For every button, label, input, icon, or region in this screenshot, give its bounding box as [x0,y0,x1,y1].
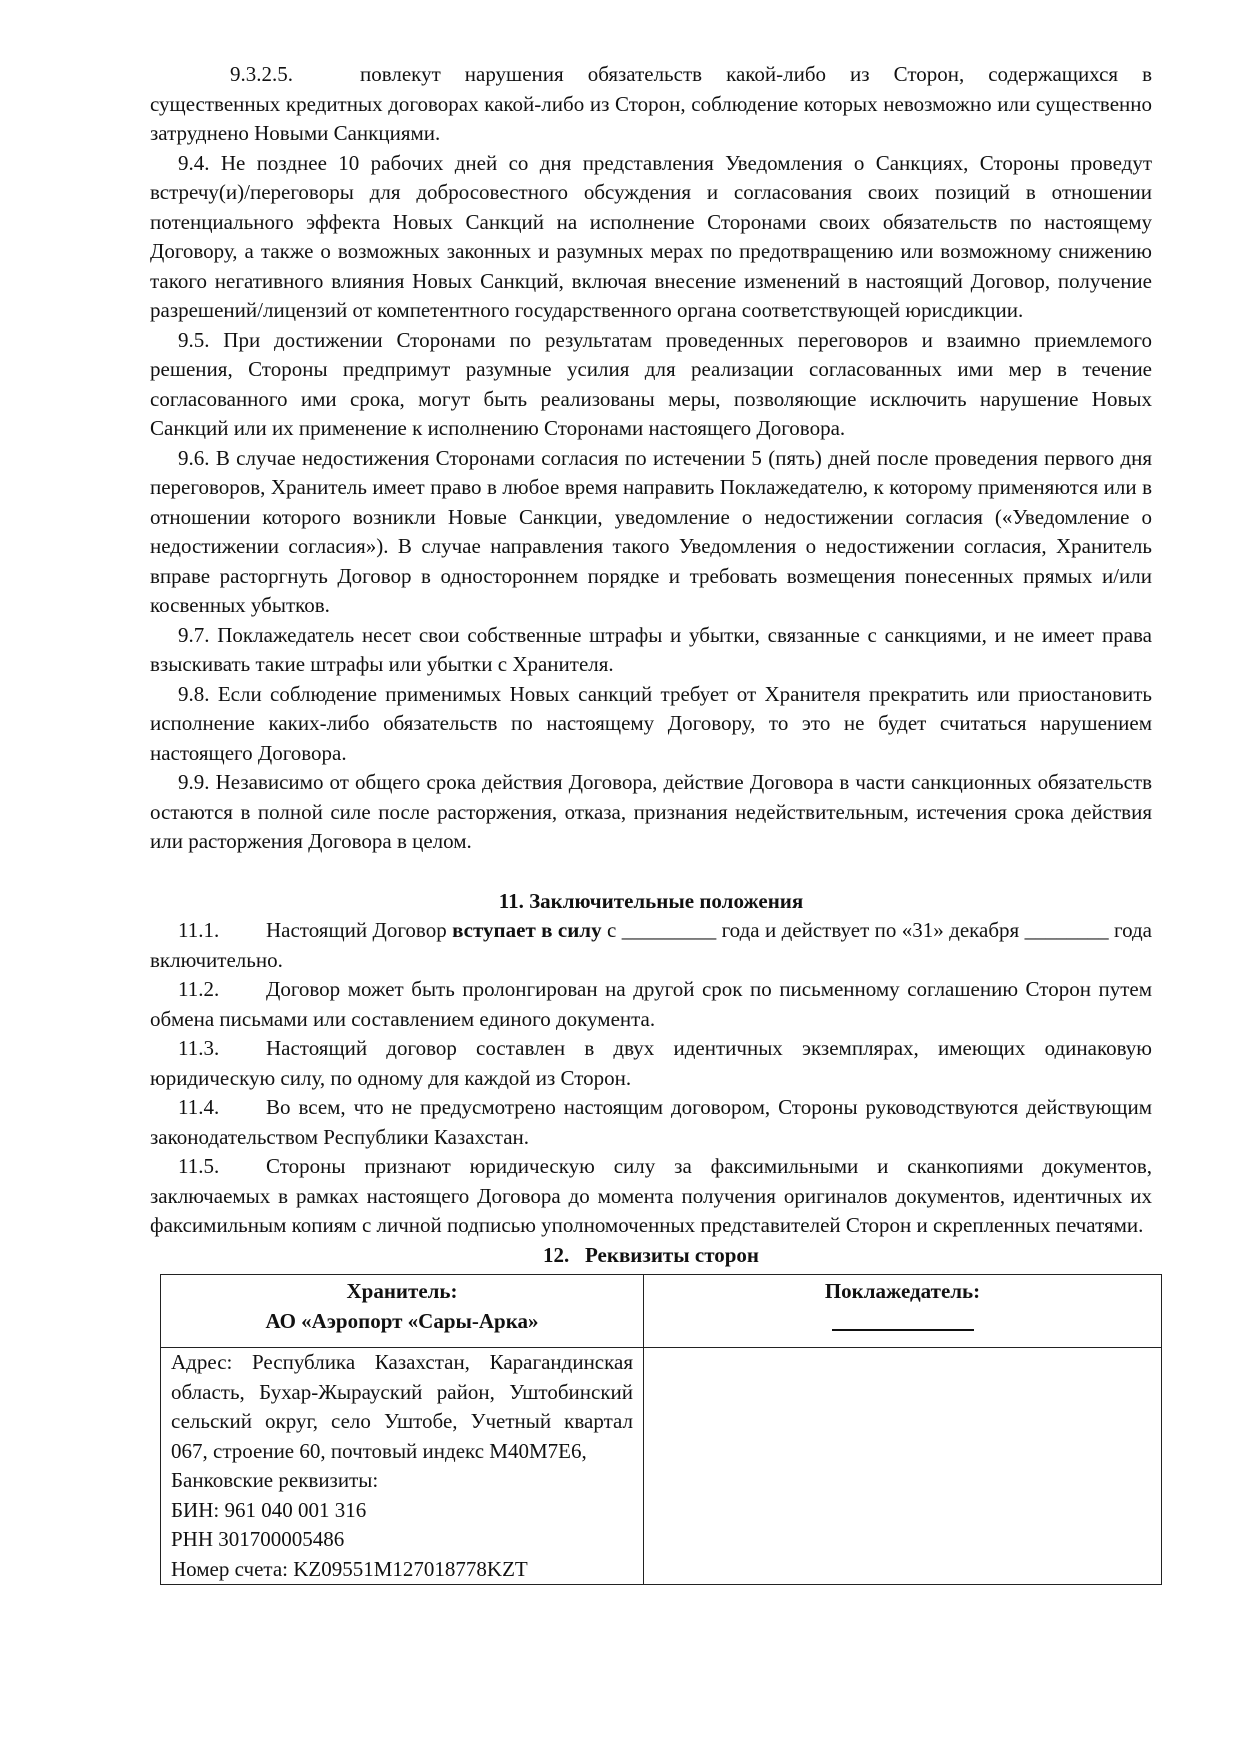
clause-9-6: 9.6. В случае недостижения Сторонами согласия по истечении 5 (пять) дней после проведения первого дня переговоров, Хранитель имеет право в любое время направить Поклажедателю, к которому применяются или в отношении которого возникли Новые Санкции, уведомление о недостижении согласия («Уведомление о недостижении согласия»). В случае направления такого Уведомления о недостижении согласия, Хранитель вправе расторгнуть Договор в одностороннем порядке и требовать возмещения понесенных прямых и/или косвенных убытков. [150,445,1152,617]
clause-11-4 [150,1093,1152,1152]
clause-9-4: 9.4. Не позднее 10 рабочих дней со дня представления Уведомления о Санкциях, Стороны проведут встречу(и)/переговоры для добросовестного обсуждения и согласования своих позиций в отношении потенциального эффекта Новых Санкций на исполнение Сторонами своих обязательств по настоящему Договору, а также о возможных законных и разумных мерах по предотвращению или возможному снижению такого негативного влияния Новых Санкций, включая внесение изменений в настоящий Договор, получение разрешений/лицензий от компетентного государственного органа соответствующей юрисдикции. [150,150,1152,322]
depositor-name-blank [832,1307,974,1331]
clause-number: 11.5. [178,1154,220,1178]
clause-9-3-2-5 [150,60,1152,149]
requisites-table [160,1274,1162,1585]
clause-text-pre: Настоящий Договор [266,918,453,942]
section-12-title: 12. Реквизиты сторон [542,1242,760,1267]
section-11-title: 11. Заключительные положения [498,888,804,913]
depositor-header-cell [644,1275,1162,1348]
clause-text: Настоящий договор составлен в двух идентичных экземплярах, имеющих одинаковую юридическую силу, по одному для каждой из Сторон. [150,1036,1152,1090]
clause-11-5 [150,1152,1152,1241]
clause-text: Стороны признают юридическую силу за факсимильными и сканкопиями документов, заключаемых в рамках настоящего Договора до момента получения оригиналов документов, идентичных их факсимильным копиям с личной подписью уполномоченных представителей Сторон и скрепленных печатями. [150,1154,1152,1237]
clause-9-9: 9.9. Независимо от общего срока действия Договора, действие Договора в части санкционных обязательств остаются в полной силе после расторжения, отказа, признания недействительным, истечения срока действия или расторжения Договора в целом. [150,770,1152,853]
table-details-row [161,1348,1162,1585]
clause-text: Во всем, что не предусмотрено настоящим договором, Стороны руководствуются действующим законодательством Республики Казахстан. [150,1095,1152,1149]
clause-number: 11.3. [178,1036,220,1060]
clause-text-bold: вступает в силу [452,918,602,942]
keeper-bank-label: Банковские реквизиты: [171,1468,379,1492]
clause-9-5: 9.5. При достижении Сторонами по результатам проведенных переговоров и взаимно приемлемого решения, Стороны предпримут разумные усилия для реализации согласованных ими мер в течение согласованного ими срока, могут быть реализованы меры, позволяющие исключить нарушение Новых Санкций или их применение к исполнению Сторонами настоящего Договора. [150,327,1152,440]
table-header-row [161,1275,1162,1348]
clause-9-8: 9.8. Если соблюдение применимых Новых санкций требует от Хранителя прекратить или приостановить исполнение каких-либо обязательств по настоящему Договору, то это не будет считаться нарушением настоящего Договора. [150,681,1152,765]
keeper-rnn: РНН 301700005486 [171,1527,345,1551]
keeper-name: АО «Аэропорт «Сары-Арка» [265,1308,539,1333]
keeper-role: Хранитель: [346,1279,458,1303]
clause-11-2 [150,975,1152,1034]
depositor-details-cell [644,1348,1162,1585]
keeper-bin: БИН: 961 040 001 316 [171,1497,367,1522]
clause-11-1 [150,916,1152,975]
clause-number: 9.3.2.5. [230,62,293,86]
clause-11-3 [150,1034,1152,1093]
clause-number: 11.4. [178,1095,220,1119]
clause-number: 11.1. [178,918,220,942]
clause-number: 11.2. [178,977,220,1001]
keeper-details-cell [161,1348,644,1585]
clause-9-7: 9.7. Поклажедатель несет свои собственные штрафы и убытки, связанные с санкциями, и не имеет права взыскивать такие штрафы или убытки с Хранителя. [150,622,1152,676]
document-page [150,60,1152,1585]
keeper-header-cell [161,1275,644,1348]
keeper-address: Адрес: Республика Казахстан, Карагандинская область, Бухар-Жырауский район, Уштобинский сельский округ, село Уштобе, Учетный квартал 067, строение 60, почтовый индекс М40М7Е6, [171,1350,633,1463]
keeper-account: Номер счета: KZ09551M127018778KZT [171,1556,528,1581]
depositor-role: Поклажедатель: [824,1279,981,1303]
clause-text: повлекут нарушения обязательств какой-либо из Сторон, содержащихся в существенных кредитных договорах какой-либо из Сторон, соблюдение которых невозможно или существенно затруднено Новыми Санкциями. [150,62,1152,145]
clause-text-post: с _________ года и действует по «31» декабря ________ года включительно. [150,918,1152,972]
clause-text: Договор может быть пролонгирован на другой срок по письменному соглашению Сторон путем обмена письмами или составлением единого документа. [150,977,1152,1031]
